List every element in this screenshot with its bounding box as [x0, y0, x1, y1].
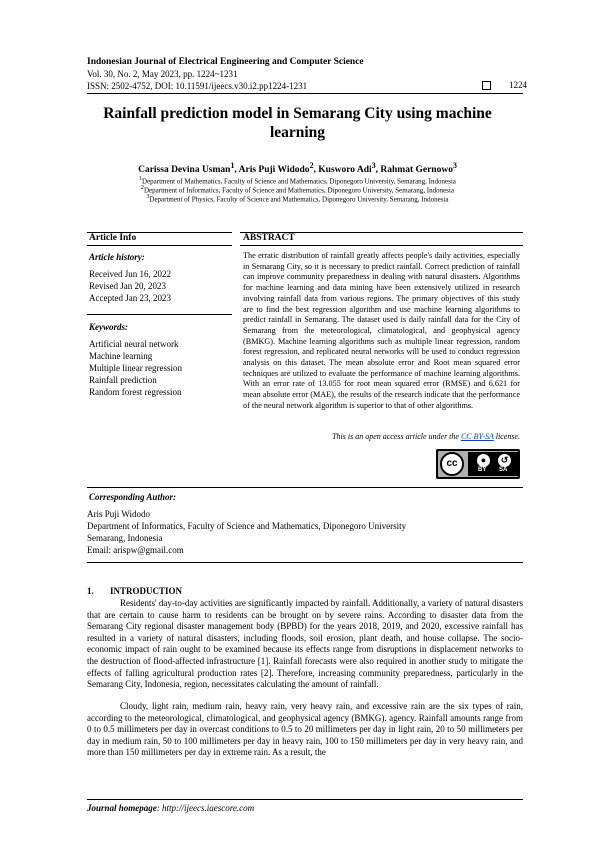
- section-title: INTRODUCTION: [110, 586, 183, 596]
- affiliation-text: Department of Informatics, Faculty of Science and Mathematics, Diponegoro University, Semarang, Indonesia: [143, 186, 454, 195]
- author-sup: 2: [309, 161, 314, 170]
- header-rule: [87, 93, 523, 94]
- homepage-url[interactable]: : http://ijeecs.iaescore.com: [156, 803, 255, 813]
- paper-title: Rainfall prediction model in Semarang City using machine learning: [103, 105, 492, 141]
- corresponding-city: Semarang, Indonesia: [87, 533, 163, 543]
- section-number: 1.: [87, 586, 94, 596]
- corresponding-label: Corresponding Author:: [89, 492, 176, 502]
- section-heading: [87, 586, 182, 596]
- author-name: Kusworo Adi: [318, 165, 372, 176]
- info-head-rule: [87, 245, 232, 246]
- cc-by-sa-link[interactable]: CC BY-SA: [460, 432, 494, 441]
- journal-homepage: [87, 803, 254, 813]
- affiliation-sup: 1: [139, 176, 143, 182]
- keywords-label: Keywords:: [89, 322, 128, 332]
- box-bottom-rule: [87, 487, 523, 488]
- corresponding-name: Aris Puji Widodo: [87, 509, 150, 519]
- revised-date: Revised Jan 20, 2023: [89, 281, 166, 291]
- page-number: 1224: [509, 80, 527, 90]
- keywords-rule: [87, 314, 232, 315]
- sa-label: SA: [499, 467, 508, 473]
- by-label: BY: [478, 467, 487, 473]
- abstract-text: The erratic distribution of rainfall greatly affects people's daily activities, especially in Semarang City, so it is necessary to predict rainfall. Correct prediction of rainfall can improve community preparedness in dealing with natural disasters. Algorithms for machine learning and data mining have been extensively utilized in research involving rainfall data from various regions. The primary objectives of this study are to find the best regression algorithm and use machine learning algorithms to predict rainfall in Semarang. The dataset used is daily rainfall data for the City of Semarang from the meteorological, climatological, and geophysical agency (BMKG). Machine learning algorithms such as multiple linear regression, random forest regression, and replicated neural networks will be used to conduct regression analysis on this dataset. The mean absolute error and Root mean squared error techniques are utilized to evaluate the performance of machine learning algorithms. With an error rate of 13.055 for root mean squared error (RMSE) and 6.621 for mean absolute error (MAE), the results of the research indicate that the performance of the neural network algorithm is superior to that of other algorithms.: [243, 251, 520, 410]
- share-alike-icon: ↺: [498, 454, 511, 467]
- keyword-item: Machine learning: [89, 351, 153, 361]
- attribution-icon: ●: [477, 454, 490, 467]
- keyword-item: Artificial neural network: [89, 339, 179, 349]
- author-sup: 1: [230, 161, 235, 170]
- affiliation: [87, 193, 508, 204]
- oa-suffix: license.: [493, 432, 520, 441]
- homepage-label: Journal homepage: [87, 803, 157, 813]
- author-sup: 3: [371, 161, 376, 170]
- intro-paragraph-1: Residents' day-to-day activities are significantly impacted by rainfall. Additionally, a variety of natural disasters that are certain to cause harm to residents can be brought on by severe rains. According to disaster data from the Semarang City regional disaster management body (BPBD) for the years 2018, 2019, and 2020, excessive rainfall has resulted in a variety of natural disasters, including floods, soil erosion, plant death, and house collapse. The socio-economic impact of rain ought to be examined because its effects range from disruptions in displacement networks to the destruction of flood-affected infrastructure [1]. Rainfall forecasts were also required in another study to mitigate the effects of falling agricultural production rates [2]. Therefore, increasing community preparedness, particularly in the Semarang City, Indonesia, region, necessitates calculating the amount of rainfall.: [87, 598, 523, 690]
- author-sup: 3: [452, 161, 457, 170]
- author-name: Carissa Devina Usman: [138, 165, 231, 176]
- accepted-date: Accepted Jan 23, 2023: [89, 293, 171, 303]
- abstract-heading: ABSTRACT: [243, 233, 295, 243]
- cc-license-badge[interactable]: [436, 449, 520, 479]
- affiliation-text: Department of Mathematics, Faculty of Science and Mathematics, Diponegoro University, Semarang, Indonesia: [142, 177, 456, 186]
- author-list: Carissa Devina Usman$^1$, Aris Puji Widodo$^2$, Kusworo Adi$^3$, Rahmat Gernowo$^3$: [138, 161, 457, 176]
- affiliation-sup: 2: [141, 185, 144, 191]
- journal-name: Indonesian Journal of Electrical Engineering and Computer Science: [87, 57, 364, 67]
- cc-icon: cc: [440, 452, 464, 476]
- keyword-item: Multiple linear regression: [89, 363, 182, 373]
- footer-rule: [87, 799, 523, 800]
- issn-doi: ISSN: 2502-4752, DOI: 10.11591/ijeecs.v30.i2.pp1224-1231: [87, 81, 308, 91]
- author-name: Aris Puji Widodo: [238, 165, 310, 176]
- abstract-head-rule: [240, 245, 523, 246]
- volume-info: Vol. 30, No. 2, May 2023, pp. 1224~1231: [87, 69, 238, 79]
- history-label: Article history:: [89, 252, 145, 262]
- oa-prefix: This is an open access article under the: [332, 432, 461, 441]
- open-access-note: [243, 432, 520, 441]
- affiliation-sup: 3: [146, 194, 150, 200]
- received-date: Received Jun 16, 2022: [89, 269, 171, 279]
- corresponding-email: Email: arispw@gmail.com: [87, 545, 184, 555]
- keyword-item: Random forest regression: [89, 387, 182, 397]
- affiliation-text: Department of Physics, Faculty of Science and Mathematics, Diponegoro University, Semarang, Indonesia: [149, 195, 449, 204]
- cc-badge-bg: [438, 451, 518, 477]
- keyword-item: Rainfall prediction: [89, 375, 157, 385]
- corresponding-bottom-rule: [87, 562, 523, 563]
- cc-badge-dark: [468, 452, 518, 476]
- corresponding-dept: Department of Informatics, Faculty of Science and Mathematics, Diponegoro University: [87, 521, 407, 531]
- square-icon: [482, 81, 491, 90]
- author-name: Rahmat Gernowo: [380, 165, 453, 176]
- intro-paragraph-2: Cloudy, light rain, medium rain, heavy rain, very heavy rain, and excessive rain are the six types of rain, according to the meteorological, climatological, and geophysical agency (BMKG). agency. Rainfall amounts range from 0 to 0.5 millimeters per day in overcast conditions to 0.5 to 20 millimeters per day in light rain, 20 to 50 millimeters per day in medium rain, 50 to 100 millimeters per day in heavy rain, 100 to 150 millimeters per day in very heavy rain, and more than 150 millimeters per day in extreme rain. As a result, the: [87, 701, 523, 758]
- article-info-heading: Article Info: [89, 233, 137, 243]
